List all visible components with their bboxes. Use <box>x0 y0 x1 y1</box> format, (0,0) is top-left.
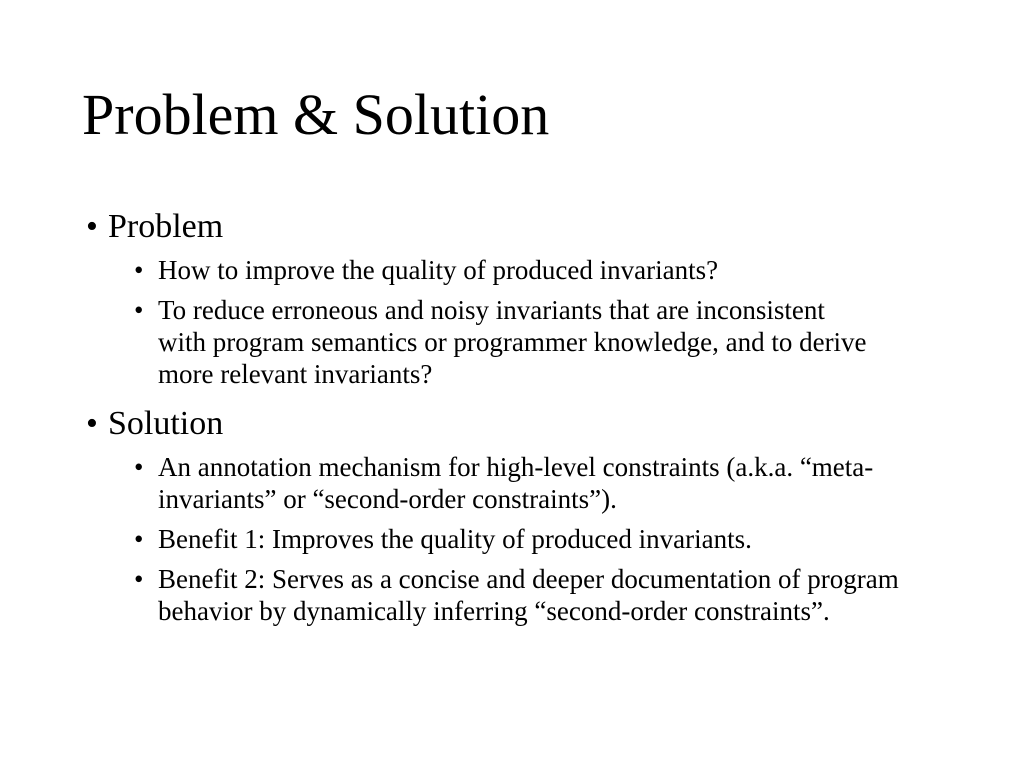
bullet-icon: • <box>86 208 98 245</box>
sub-bullet: • Benefit 2: Serves as a concise and deeper documentation of program behavior by dynamically inferring “second-order constraints”. <box>134 564 899 626</box>
sub-bullet: • An annotation mechanism for high-level constraints (a.k.a. “meta-invariants” or “second-order constraints”). <box>134 452 874 514</box>
bullet-icon: • <box>86 405 98 442</box>
sub-bullet: • How to improve the quality of produced invariants? <box>134 255 719 285</box>
slide-title: Problem & Solution <box>82 82 550 147</box>
bullet-icon: • <box>134 524 144 554</box>
sub-bullet: • Benefit 1: Improves the quality of produced invariants. <box>134 524 752 554</box>
bullet-icon: • <box>134 564 144 594</box>
bullet-icon: • <box>134 255 144 285</box>
bullet-icon: • <box>134 452 144 482</box>
sub-bullet: • To reduce erroneous and noisy invariants that are inconsistent with program semantics or programmer knowledge, and to derive more relevant invariants? <box>134 295 867 389</box>
bullet-icon: • <box>134 295 144 325</box>
